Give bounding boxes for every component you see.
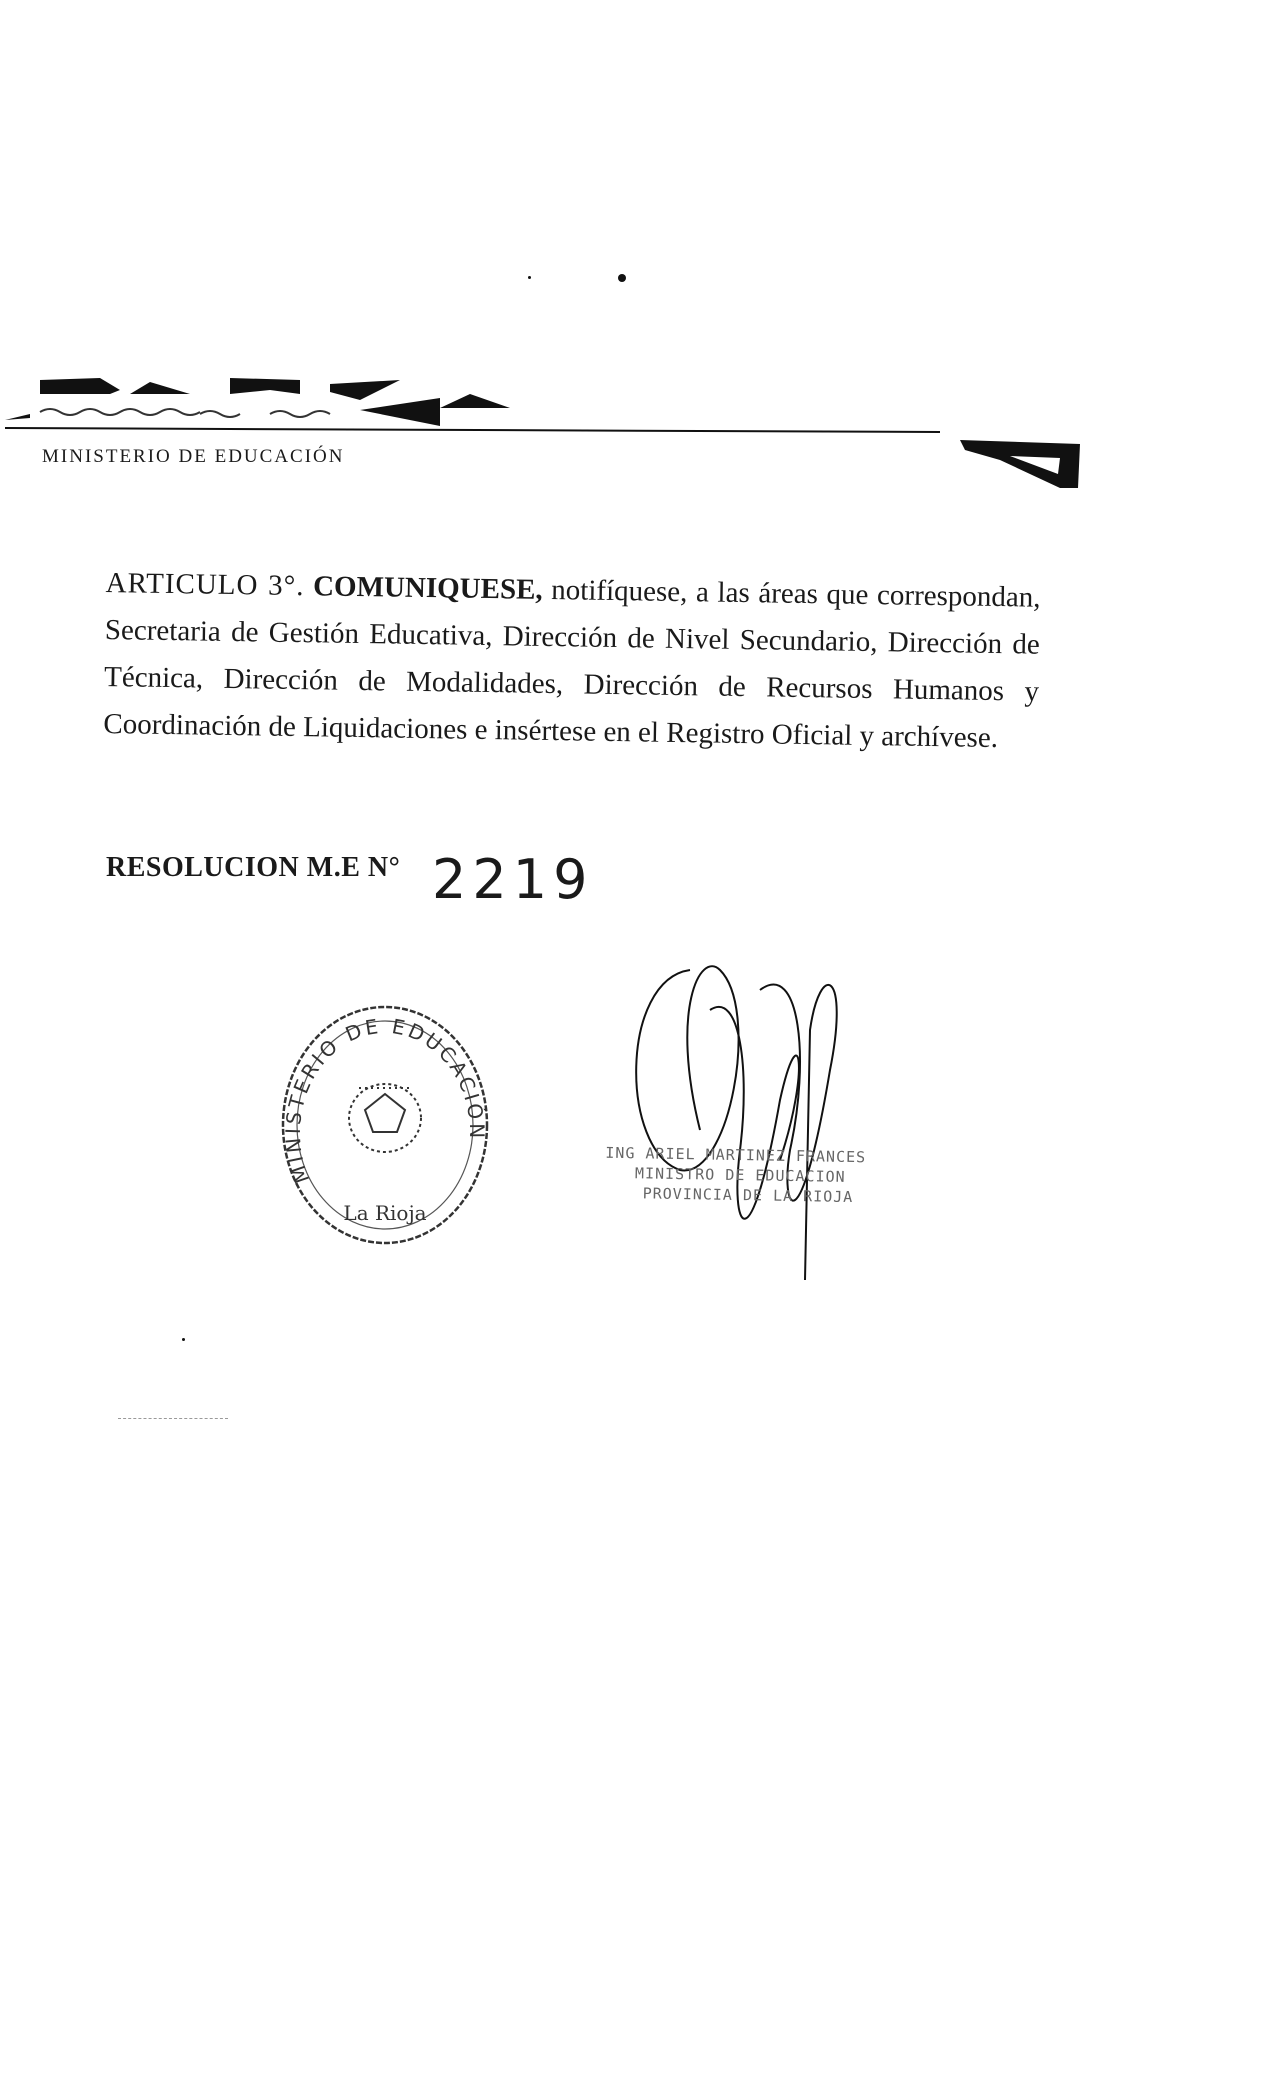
official-seal-stamp	[270, 990, 500, 1250]
ministry-name: MINISTERIO DE EDUCACIÓN	[42, 446, 345, 467]
handwritten-signature	[600, 950, 900, 1280]
resolution-label: RESOLUCION M.E N°	[106, 852, 401, 883]
letterhead-logo	[0, 370, 1100, 500]
article-paragraph	[103, 560, 1041, 763]
stray-mark	[618, 274, 626, 282]
resolution-number: 2219	[432, 848, 594, 911]
signer-block	[604, 1143, 866, 1208]
article-text: notifíquese, a las áreas que correspondan, Secretaria de Gestión Educativa, Dirección de Nivel Secundario, Dirección de Técnica, Dirección de Modalidades, Dirección de Recursos Humanos y Coordinación de Liquidaciones e insértese en el Registro Oficial y archívese.	[103, 574, 1041, 755]
faint-dashed-mark	[118, 1418, 228, 1419]
seal-text-top: MINISTERIO DE EDUCACIÓN	[280, 1013, 490, 1187]
svg-text:MINISTERIO DE EDUCACIÓN	[281, 1014, 489, 1187]
signer-title: MINISTRO DE EDUCACION	[634, 1164, 846, 1186]
seal-text-bottom: La Rioja	[343, 1201, 427, 1225]
article-keyword: COMUNIQUESE,	[312, 570, 543, 606]
signer-province: PROVINCIA DE LA RIOJA	[642, 1184, 854, 1207]
stray-mark	[528, 276, 531, 279]
signer-name: ING ARIEL MARTINEZ FRANCES	[605, 1143, 867, 1167]
article-number: ARTICULO 3°.	[105, 566, 305, 603]
stray-mark	[182, 1338, 185, 1341]
